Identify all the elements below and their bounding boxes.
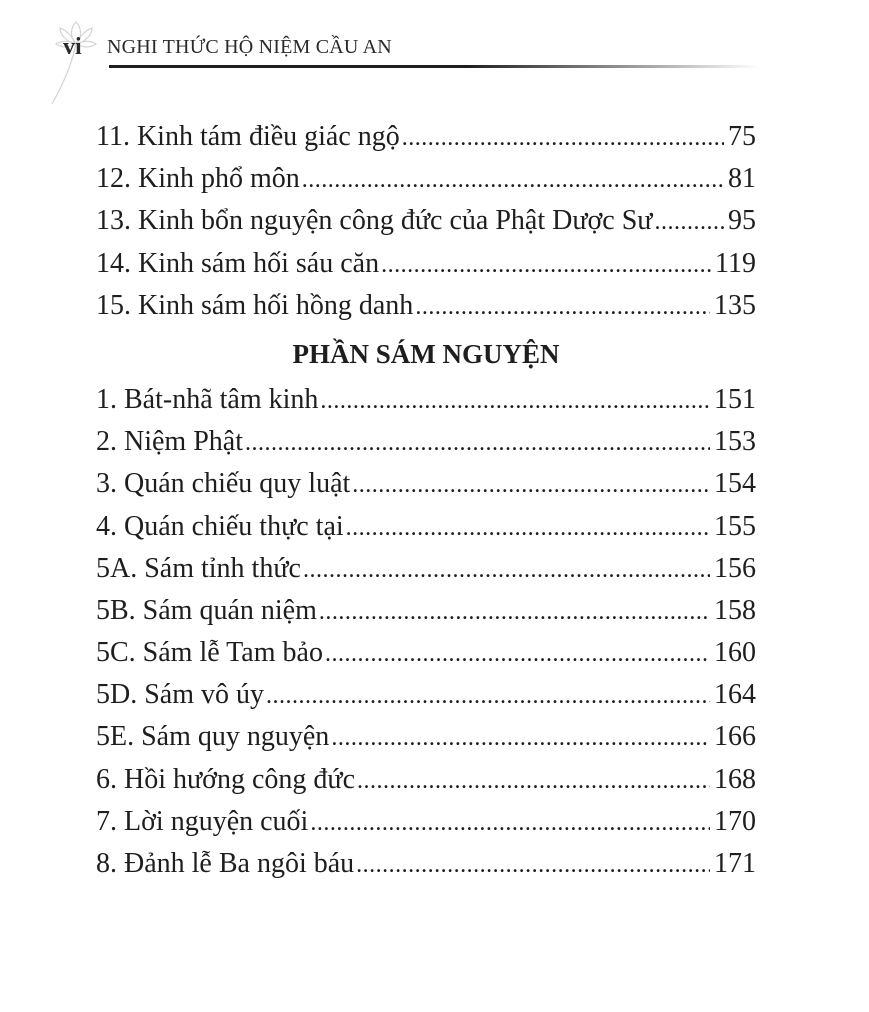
- toc-entry-page: 119: [715, 247, 756, 279]
- toc-entry-title: 13. Kinh bổn nguyện công đức của Phật Dược Sư: [96, 205, 653, 237]
- toc-entry-page: 171: [714, 848, 756, 879]
- table-of-contents: [96, 116, 756, 885]
- toc-entry: [96, 801, 756, 843]
- toc-leader-dots: [381, 244, 711, 286]
- toc-entry-title: 2. Niệm Phật: [96, 426, 243, 458]
- toc-entry: [96, 285, 756, 327]
- toc-entry: [96, 116, 756, 158]
- toc-entry: [96, 843, 756, 885]
- section-heading: PHẦN SÁM NGUYỆN: [292, 338, 560, 369]
- toc-entry-title: 5E. Sám quy nguyện: [96, 721, 330, 753]
- toc-entry-page: 154: [714, 468, 756, 500]
- toc-leader-dots: [325, 633, 710, 675]
- toc-entry-page: 135: [714, 289, 756, 321]
- toc-leader-dots: [352, 464, 710, 506]
- toc-entry: [96, 200, 756, 242]
- toc-entry: [96, 463, 756, 505]
- toc-entry-title: 5A. Sám tỉnh thức: [96, 552, 301, 584]
- toc-entry-page: 160: [714, 637, 756, 669]
- toc-leader-dots: [331, 717, 710, 759]
- toc-leader-dots: [303, 549, 710, 591]
- toc-leader-dots: [357, 760, 710, 802]
- toc-entry-title: 8. Đảnh lễ Ba ngôi báu: [96, 848, 355, 879]
- toc-entry: [96, 632, 756, 674]
- toc-entry-page: 158: [714, 594, 756, 626]
- toc-leader-dots: [415, 286, 710, 328]
- toc-leader-dots: [402, 117, 724, 159]
- toc-entry-page: 166: [714, 721, 756, 753]
- toc-leader-dots: [319, 591, 710, 633]
- toc-leader-dots: [356, 844, 710, 886]
- toc-entry-page: 170: [714, 805, 756, 837]
- toc-entry-title: 15. Kinh sám hối hồng danh: [96, 289, 414, 321]
- toc-entry-page: 153: [714, 426, 756, 458]
- toc-entry: [96, 243, 756, 285]
- toc-leader-dots: [346, 507, 710, 549]
- toc-entry-page: 156: [714, 552, 756, 584]
- toc-entry: [96, 379, 756, 421]
- toc-entry: [96, 548, 756, 590]
- toc-entry: [96, 158, 756, 200]
- toc-entry-title: 3. Quán chiếu quy luật: [96, 468, 351, 500]
- page-number: vi: [63, 34, 82, 60]
- toc-entry-page: 164: [714, 679, 756, 711]
- toc-entry-title: 1. Bát-nhã tâm kinh: [96, 383, 319, 415]
- toc-entry-title: 6. Hồi hướng công đức: [96, 763, 356, 795]
- toc-leader-dots: [245, 422, 710, 464]
- toc-entry-title: 12. Kinh phổ môn: [96, 163, 300, 195]
- toc-entry-title: 5D. Sám vô úy: [96, 679, 264, 711]
- toc-leader-dots: [654, 201, 724, 243]
- toc-entry: [96, 506, 756, 548]
- toc-entry: [96, 590, 756, 632]
- toc-entry-title: 7. Lời nguyện cuối: [96, 805, 309, 837]
- toc-leader-dots: [266, 675, 710, 717]
- toc-entry-page: 75: [728, 121, 756, 152]
- toc-entry: [96, 421, 756, 463]
- toc-leader-dots: [302, 159, 724, 201]
- running-title: NGHI THỨC HỘ NIỆM CẦU AN: [107, 36, 392, 58]
- page-header: [63, 30, 763, 70]
- toc-entry: [96, 759, 756, 801]
- toc-entry-title: 14. Kinh sám hối sáu căn: [96, 247, 380, 279]
- toc-entry-title: 5B. Sám quán niệm: [96, 594, 317, 626]
- toc-entry-title: 4. Quán chiếu thực tại: [96, 510, 344, 542]
- toc-entry-page: 95: [728, 205, 756, 237]
- toc-entry-page: 151: [714, 383, 756, 415]
- toc-entry-title: 11. Kinh tám điều giác ngộ: [96, 121, 400, 152]
- toc-entry-page: 168: [714, 763, 756, 795]
- header-rule: [109, 65, 759, 68]
- toc-entry-page: 81: [728, 163, 756, 195]
- toc-entry-page: 155: [714, 510, 756, 542]
- toc-leader-dots: [320, 380, 710, 422]
- toc-entry: [96, 716, 756, 758]
- toc-leader-dots: [310, 802, 710, 844]
- toc-entry: [96, 674, 756, 716]
- toc-entry-title: 5C. Sám lễ Tam bảo: [96, 637, 323, 669]
